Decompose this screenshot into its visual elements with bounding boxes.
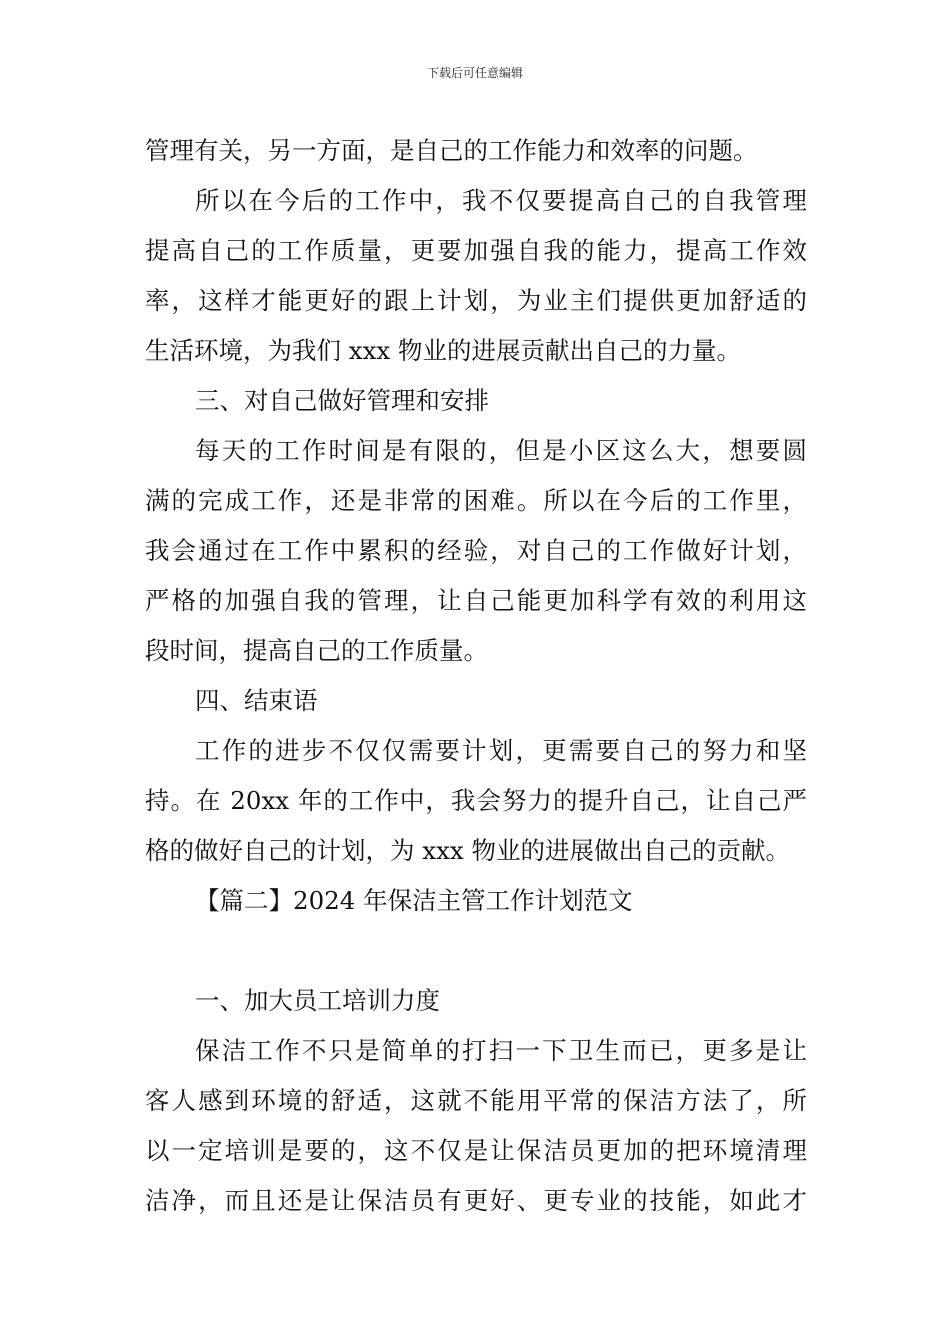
- paragraph-line: 每天的工作时间是有限的，但是小区这么大，想要圆: [195, 436, 807, 465]
- section-heading: 一、加大员工培训力度: [195, 986, 440, 1015]
- paragraph-line: 洁净，而且还是让保洁员有更好、更专业的技能，如此才: [145, 1186, 807, 1215]
- paragraph-line: 我会通过在工作中累积的经验，对自己的工作做好计划，: [145, 536, 807, 565]
- article-title: 【篇二】2024 年保洁主管工作计划范文: [195, 886, 633, 915]
- paragraph-line: 持。在 20xx 年的工作中，我会努力的提升自己，让自己严: [145, 786, 807, 815]
- page-header: 下载后可任意编辑: [426, 66, 523, 80]
- paragraph-line: 段时间，提高自己的工作质量。: [145, 636, 488, 665]
- paragraph-line: 管理有关，另一方面，是自己的工作能力和效率的问题。: [145, 136, 758, 165]
- paragraph-line: 率，这样才能更好的跟上计划，为业主们提供更加舒适的: [145, 286, 807, 315]
- section-heading: 三、对自己做好管理和安排: [195, 386, 489, 415]
- paragraph-line: 所以在今后的工作中，我不仅要提高自己的自我管理: [195, 186, 807, 215]
- paragraph-line: 生活环境，为我们 xxx 物业的进展贡献出自己的力量。: [145, 336, 742, 365]
- paragraph-line: 客人感到环境的舒适，这就不能用平常的保洁方法了，所: [145, 1086, 807, 1115]
- paragraph-line: 格的做好自己的计划，为 xxx 物业的进展做出自己的贡献。: [145, 836, 791, 865]
- blank-line: [145, 926, 807, 976]
- paragraph-line: 工作的进步不仅仅需要计划，更需要自己的努力和坚: [195, 736, 807, 765]
- paragraph-line: 严格的加强自我的管理，让自己能更加科学有效的利用这: [145, 586, 807, 615]
- paragraph-line: 满的完成工作，还是非常的困难。所以在今后的工作里，: [145, 486, 807, 515]
- section-heading: 四、结束语: [195, 686, 318, 715]
- paragraph-line: 提高自己的工作质量，更要加强自我的能力，提高工作效: [145, 236, 807, 265]
- paragraph-line: 以一定培训是要的，这不仅是让保洁员更加的把环境清理: [145, 1136, 807, 1165]
- document-body: [145, 126, 807, 1226]
- paragraph-line: 保洁工作不只是简单的打扫一下卫生而已，更多是让: [195, 1036, 807, 1065]
